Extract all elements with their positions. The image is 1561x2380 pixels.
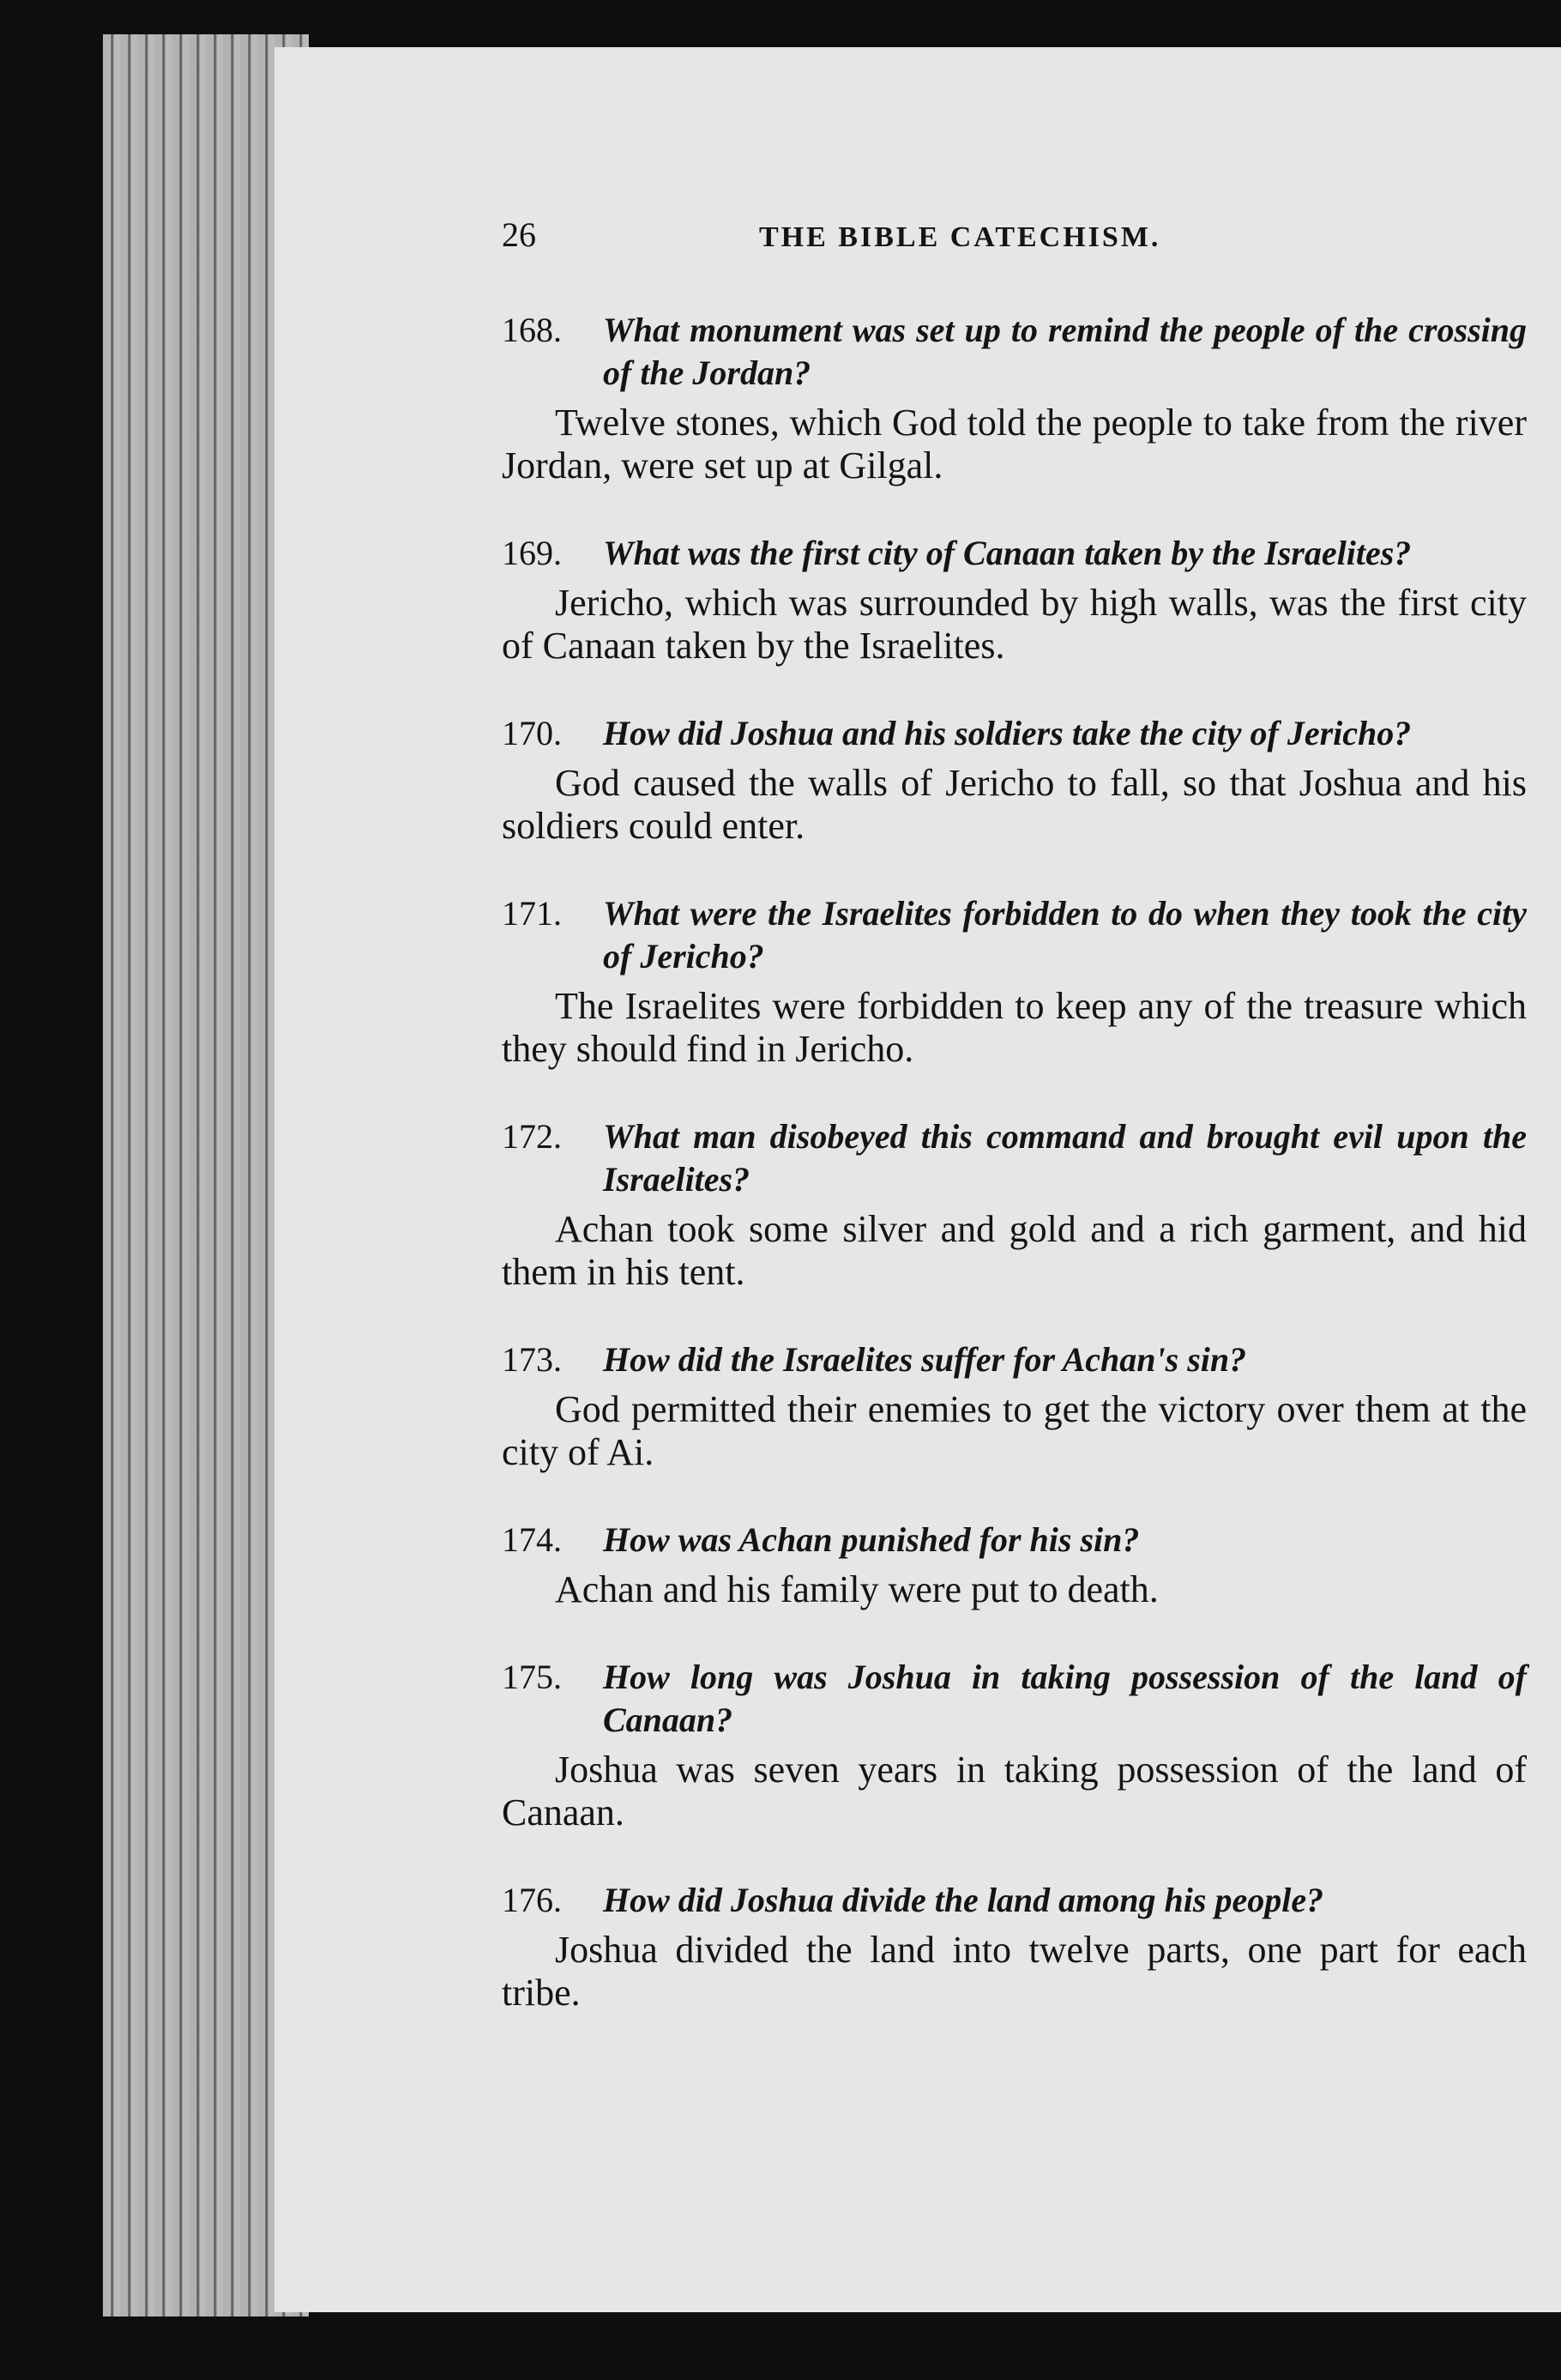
question-text: What man disobeyed this command and brought evil upon the Israelites?: [603, 1117, 1527, 1199]
qa-item-174: [502, 1519, 1527, 1611]
question-number: 173.: [502, 1340, 562, 1379]
question-text: What were the Israelites forbidden to do when they took the city of Jericho?: [603, 894, 1527, 976]
answer: Joshua divided the land into twelve parts, one part for each tribe.: [502, 1929, 1527, 2014]
question-text: How did Joshua and his soldiers take the city of Jericho?: [603, 714, 1412, 752]
qa-item-169: [502, 532, 1527, 667]
question-text: What was the first city of Canaan taken by the Israelites?: [603, 534, 1412, 572]
answer: God permitted their enemies to get the victory over them at the city of Ai.: [502, 1388, 1527, 1473]
question-number: 168.: [502, 311, 562, 349]
answer: Twelve stones, which God told the people to take from the river Jordan, were set up at Gilgal.: [502, 402, 1527, 486]
question: [502, 532, 1527, 575]
page-header: [502, 214, 1527, 266]
question: [502, 1656, 1527, 1742]
question: [502, 1115, 1527, 1201]
question: [502, 1879, 1527, 1922]
question-number: 171.: [502, 894, 562, 933]
question-number: 174.: [502, 1520, 562, 1559]
question: [502, 892, 1527, 978]
qa-item-176: [502, 1879, 1527, 2015]
question-text: What monument was set up to remind the people of the crossing of the Jordan?: [603, 311, 1527, 392]
question-number: 172.: [502, 1117, 562, 1156]
page-number: 26: [502, 215, 536, 254]
question-text: How did Joshua divide the land among his people?: [603, 1881, 1324, 1919]
question-number: 170.: [502, 714, 562, 752]
question-text: How long was Joshua in taking possession of the land of Canaan?: [603, 1658, 1527, 1739]
question-number: 169.: [502, 534, 562, 572]
answer: Joshua was seven years in taking possession of the land of Canaan.: [502, 1749, 1527, 1833]
qa-item-168: [502, 309, 1527, 487]
question: [502, 712, 1527, 755]
question: [502, 1338, 1527, 1381]
qa-item-172: [502, 1115, 1527, 1294]
qa-item-173: [502, 1338, 1527, 1474]
answer: God caused the walls of Jericho to fall, so that Joshua and his soldiers could enter.: [502, 762, 1527, 847]
running-title: THE BIBLE CATECHISM.: [759, 221, 1161, 253]
qa-item-175: [502, 1656, 1527, 1834]
answer: Achan and his family were put to death.: [555, 1568, 1159, 1610]
question-number: 175.: [502, 1658, 562, 1696]
question: [502, 309, 1527, 395]
answer: Jericho, which was surrounded by high walls, was the first city of Canaan taken by the Israelites.: [502, 582, 1527, 667]
qa-item-171: [502, 892, 1527, 1071]
qa-item-170: [502, 712, 1527, 848]
question: [502, 1519, 1527, 1561]
answer: The Israelites were forbidden to keep any of the treasure which they should find in Jericho.: [502, 985, 1527, 1070]
question-number: 176.: [502, 1881, 562, 1919]
answer: Achan took some silver and gold and a rich garment, and hid them in his tent.: [502, 1208, 1527, 1293]
question-text: How did the Israelites suffer for Achan's sin?: [603, 1340, 1247, 1379]
question-text: How was Achan punished for his sin?: [603, 1520, 1140, 1559]
page-content: [502, 214, 1527, 2059]
